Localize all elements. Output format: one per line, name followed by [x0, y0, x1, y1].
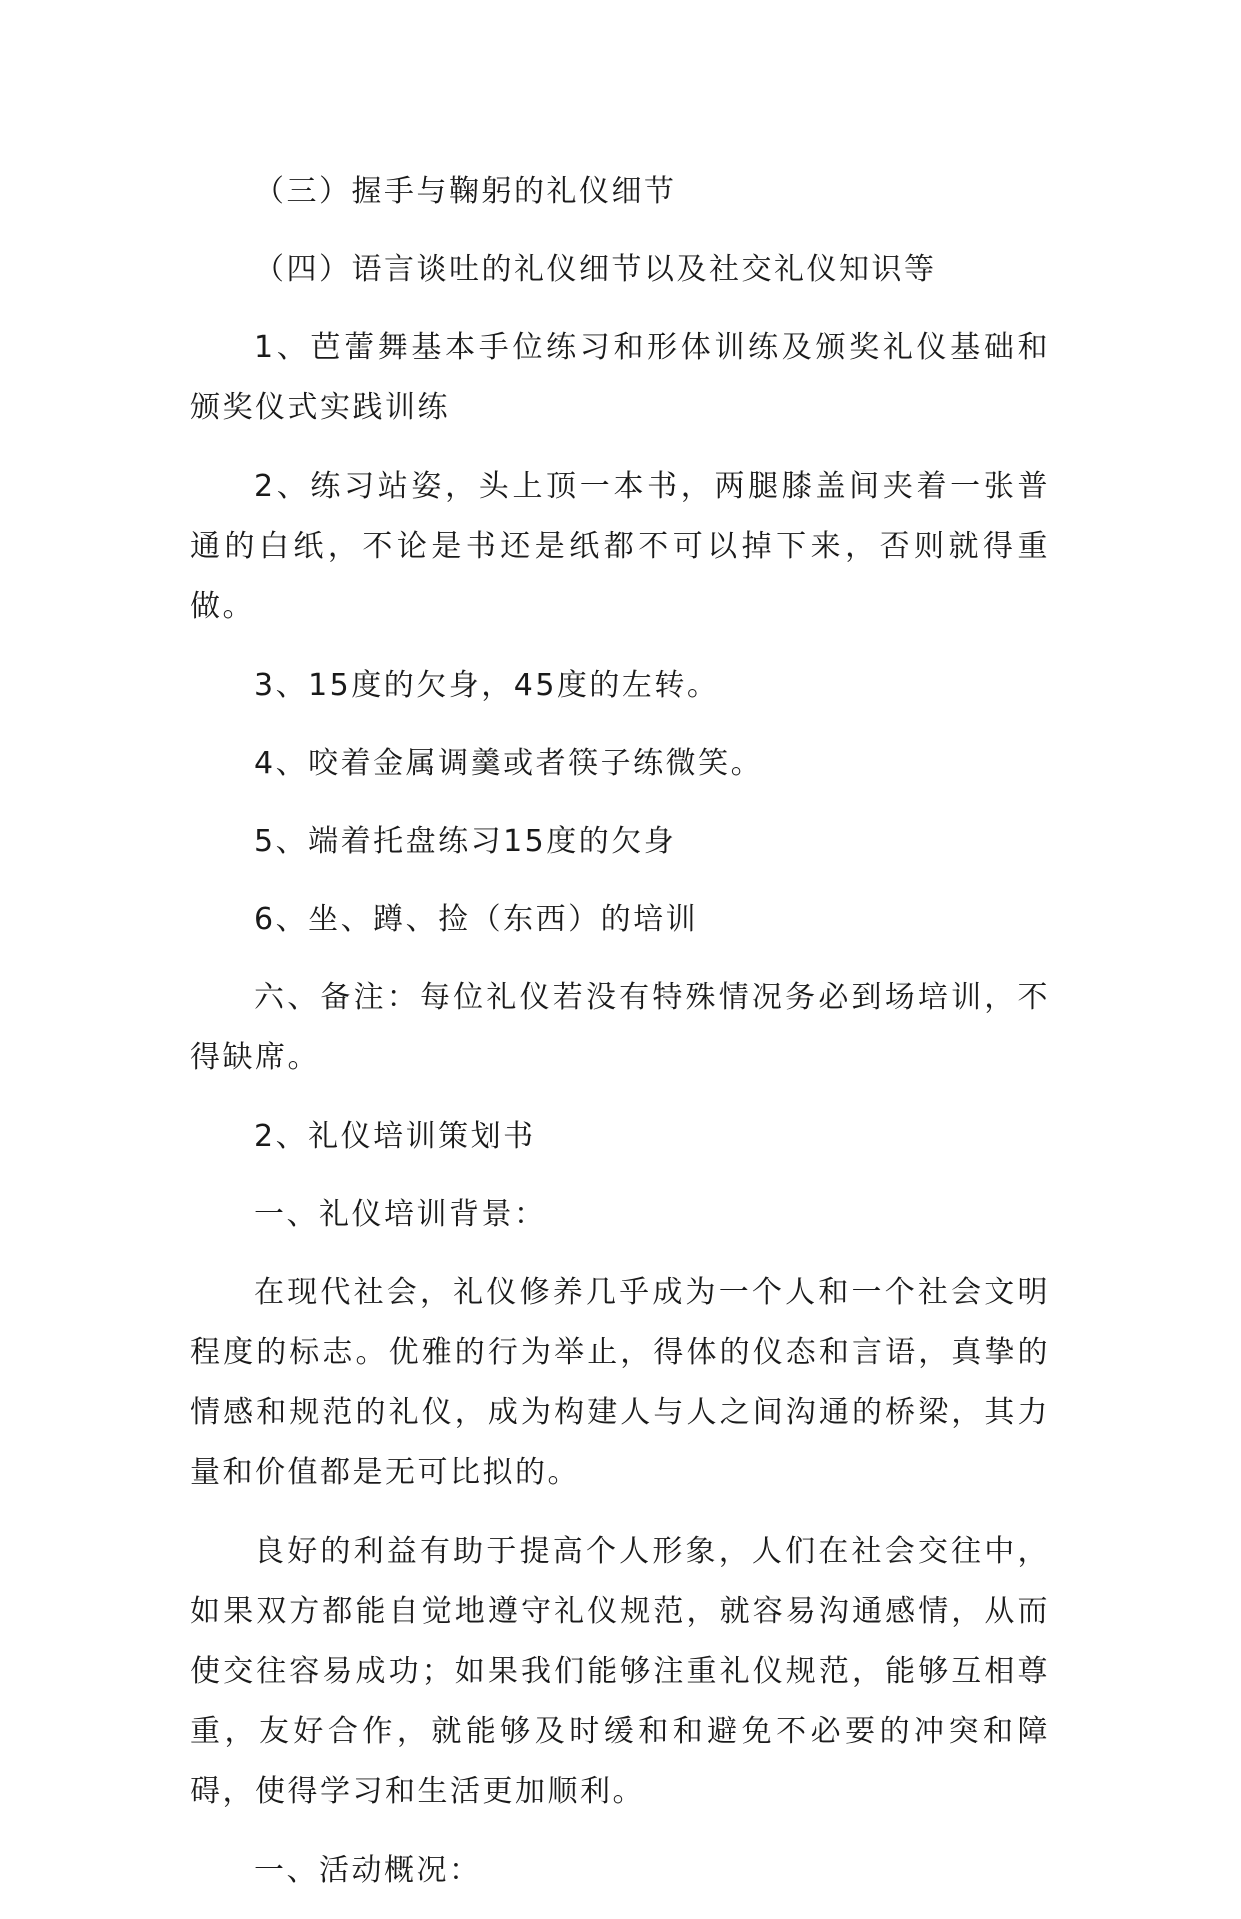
- list-item-2: 2、练习站姿，头上顶一本书，两腿膝盖间夹着一张普通的白纸，不论是书还是纸都不可以掉下来，否则就得重做。: [190, 469, 1050, 624]
- list-item-5: 5、端着托盘练习15度的欠身: [254, 824, 677, 859]
- benefits-paragraph: 良好的利益有助于提高个人形象，人们在社会交往中，如果双方都能自觉地遵守礼仪规范，就容易沟通感情，从而使交往容易成功；如果我们能够注重礼仪规范，能够互相尊重，友好合作，就能够及时缓和和避免不必要的冲突和障碍，使得学习和生活更加顺利。: [190, 1534, 1050, 1809]
- section-heading-background: 一、礼仪培训背景：: [254, 1197, 547, 1232]
- document-body: [190, 162, 1050, 1919]
- section-heading-activity-overview: 一、活动概况：: [254, 1853, 482, 1888]
- list-item-1: 1、芭蕾舞基本手位练习和形体训练及颁奖礼仪基础和颁奖仪式实践训练: [190, 330, 1050, 425]
- background-paragraph: 在现代社会，礼仪修养几乎成为一个人和一个社会文明程度的标志。优雅的行为举止，得体的仪态和言语，真挚的情感和规范的礼仪，成为构建人与人之间沟通的桥梁，其力量和价值都是无可比拟的。: [190, 1275, 1050, 1490]
- heading-speech-etiquette: （四）语言谈吐的礼仪细节以及社交礼仪知识等: [254, 252, 937, 287]
- section-title-training-plan: 2、礼仪培训策划书: [254, 1119, 536, 1154]
- heading-handshake-bow: （三）握手与鞠躬的礼仪细节: [254, 174, 677, 209]
- remarks-paragraph: 六、备注：每位礼仪若没有特殊情况务必到场培训，不得缺席。: [190, 980, 1050, 1075]
- list-item-3: 3、15度的欠身，45度的左转。: [254, 668, 720, 703]
- list-item-6: 6、坐、蹲、捡（东西）的培训: [254, 902, 699, 937]
- list-item-4: 4、咬着金属调羹或者筷子练微笑。: [254, 746, 764, 781]
